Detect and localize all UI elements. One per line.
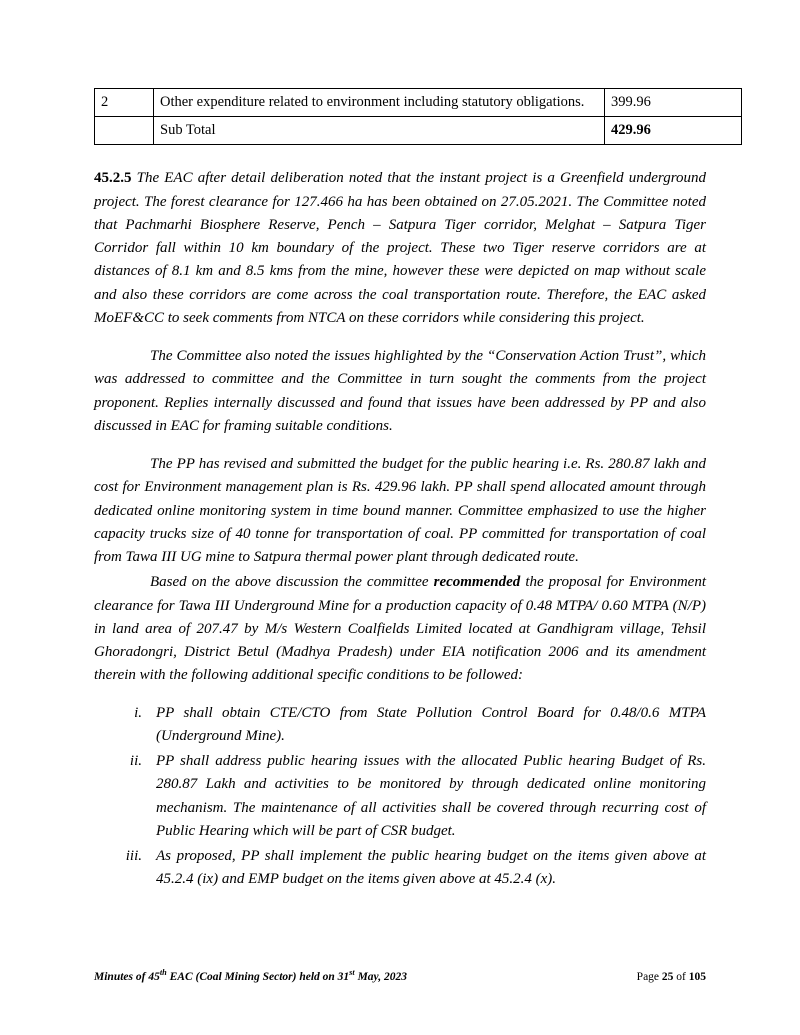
paragraph-recommendation bbox=[94, 571, 706, 687]
table-row bbox=[95, 89, 742, 117]
paragraph-45-2-5 bbox=[94, 167, 706, 330]
paragraph-conservation-action-trust: The Committee also noted the issues highlighted by the “Conservation Action Trust”, which was addressed to committee and the Committee in turn sought the comments from the project proponent. Replies internally discussed and found that issues have been addressed by PP and also discussed in EAC for framing suitable conditions. bbox=[94, 348, 706, 434]
footer-text-b: EAC (Coal Mining Sector) held on 31 bbox=[166, 971, 350, 983]
list-item-marker: iii. bbox=[125, 848, 142, 864]
recommendation-prefix: Based on the above discussion the committee bbox=[150, 574, 434, 591]
recommended-keyword: recommended bbox=[433, 574, 521, 591]
row-serial-number bbox=[95, 117, 154, 145]
list-item bbox=[94, 750, 706, 843]
list-item-text: PP shall obtain CTE/CTO from State Pollution Control Board for 0.48/0.6 MTPA (Underground Mine). bbox=[156, 704, 706, 744]
page-label: Page bbox=[636, 971, 662, 983]
paragraph-number: 45.2.5 bbox=[94, 170, 132, 187]
recommendation-suffix: the proposal for Environment clearance for Tawa III Underground Mine for a production capacity of 0.48 MTPA/ 0.60 MTPA (N/P) in land area of 207.47 by M/s Western Coalfields Limited located at Gandhigram village, Tehsil Ghoradongri, District Betul (Madhya Pradesh) under EIA notification 2006 and its amendment therein with the following additional specific conditions to be followed: bbox=[94, 574, 706, 684]
conditions-list bbox=[94, 702, 706, 892]
list-item-marker: i. bbox=[134, 704, 142, 721]
page-footer bbox=[94, 968, 706, 983]
budget-table-body bbox=[95, 89, 742, 145]
row-serial-number: 2 bbox=[95, 89, 154, 117]
budget-table bbox=[94, 88, 742, 145]
list-item-text: PP shall address public hearing issues with the allocated Public hearing Budget of Rs. 280.87 Lakh and activities to be monitored by through dedicated online monitoring mechanism. The maintenance of all activities shall be covered through recurring cost of Public Hearing which will be part of CSR budget. bbox=[156, 753, 706, 839]
spacer bbox=[94, 438, 706, 453]
footer-minutes-reference bbox=[94, 968, 407, 983]
paragraph-revised-budget: The PP has revised and submitted the budget for the public hearing i.e. Rs. 280.87 lakh and cost for Environment management plan is Rs. 429.96 lakh. PP shall spend allocated amount through dedicated online monitoring system in time bound manner. Committee emphasized to use the higher capacity trucks size of 40 tonne for transportation of coal. PP committed for transportation of coal from Tawa III UG mine to Satpura thermal power plant through dedicated route. bbox=[94, 456, 706, 565]
footer-page-number bbox=[637, 971, 706, 983]
page-total: 105 bbox=[688, 971, 706, 983]
list-item-text: As proposed, PP shall implement the public hearing budget on the items given above at 45.2.4 (ix) and EMP budget on the items given above at 45.2.4 (x). bbox=[156, 848, 706, 888]
row-amount: 429.96 bbox=[605, 117, 742, 145]
table-row bbox=[95, 117, 742, 145]
spacer bbox=[94, 145, 706, 167]
footer-ordinal-th: th bbox=[159, 968, 167, 978]
paragraph-text: The EAC after detail deliberation noted that the instant project is a Greenfield underground project. The forest clearance for 127.466 ha has been obtained on 27.05.2021. The Committee noted that Pachmarhi Biosphere Reserve, Pench – Satpura Tiger corridor, Melghat – Satpura Tiger Corridor fall within 10 km boundary of the project. These two Tiger reserve corridors are at distances of 8.1 km and 8.5 kms from the mine, however these were depicted on map without scale and also these corridors are come across the coal transportation route. Therefore, the EAC asked MoEF&CC to seek comments from NTCA on these corridors while considering this project. bbox=[94, 170, 706, 326]
row-description: Sub Total bbox=[154, 117, 605, 145]
page-of: of bbox=[673, 971, 689, 983]
list-item bbox=[94, 702, 706, 749]
spacer bbox=[94, 330, 706, 345]
footer-text-c: May, 2023 bbox=[354, 971, 407, 983]
footer-text-a: Minutes of 45 bbox=[94, 971, 160, 983]
row-description: Other expenditure related to environment including statutory obligations. bbox=[154, 89, 605, 117]
row-amount: 399.96 bbox=[605, 89, 742, 117]
list-item bbox=[94, 845, 706, 892]
footer-ordinal-st: st bbox=[349, 968, 355, 978]
list-item-marker: ii. bbox=[129, 753, 142, 769]
page-current: 25 bbox=[661, 971, 674, 983]
